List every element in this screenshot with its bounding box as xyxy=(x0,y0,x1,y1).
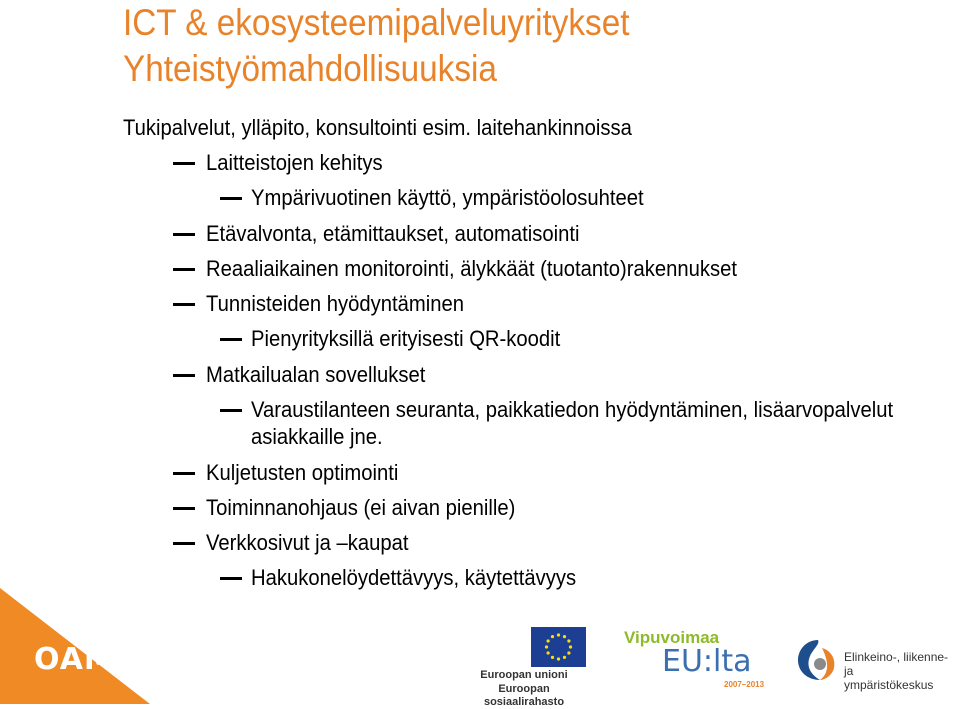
bullet-item: Kuljetusten optimointi xyxy=(0,460,960,486)
footer-logos xyxy=(0,580,960,708)
ely-line-1: Elinkeino-, liikenne- ja xyxy=(844,650,949,678)
bullet-item: Pienyrityksillä erityisesti QR-koodit xyxy=(0,326,960,352)
bullet-item: Matkailualan sovellukset xyxy=(0,362,960,388)
bullet-item: Laitteistojen kehitys xyxy=(0,150,960,176)
bullet-item: Reaaliaikainen monitorointi, älykkäät (tuotanto)rakennukset xyxy=(0,256,960,282)
dash-icon xyxy=(220,409,242,412)
ely-logo-icon xyxy=(796,638,840,682)
eulta-years: 2007–2013 xyxy=(724,680,765,689)
dash-icon xyxy=(173,162,195,165)
bullet-item: Etävalvonta, etämittaukset, automatisointi xyxy=(0,221,960,247)
eulta-logo: EU:lta xyxy=(662,644,752,679)
title-line-2: Yhteistyömahdollisuuksia xyxy=(123,48,497,89)
oamk-logo: OAMK xyxy=(34,642,140,677)
ely-line-2: ympäristökeskus xyxy=(844,678,934,692)
dash-icon xyxy=(173,374,195,377)
bullet-item: Verkkosivut ja –kaupat xyxy=(0,530,960,556)
dash-icon xyxy=(173,233,195,236)
dash-icon xyxy=(173,542,195,545)
eu-caption-2: Euroopan sosiaalirahasto xyxy=(483,683,565,708)
dash-icon xyxy=(173,472,195,475)
eu-flag-icon xyxy=(531,627,586,667)
dash-icon xyxy=(173,303,195,306)
bullet-item: Hakukonelöydettävyys, käytettävyys xyxy=(0,565,960,591)
ely-text xyxy=(844,650,960,692)
dash-icon xyxy=(173,507,195,510)
bullet-item: Varaustilanteen seuranta, paikkatiedon hyödyntäminen, lisäarvopalvelut xyxy=(0,397,960,423)
dash-icon xyxy=(220,197,242,200)
dash-icon xyxy=(173,268,195,271)
bullet-item: Toiminnanohjaus (ei aivan pienille) xyxy=(0,495,960,521)
bullet-item: Tukipalvelut, ylläpito, konsultointi esim. laitehankinnoissa xyxy=(123,115,632,140)
vipuvoimaa-label: Vipuvoimaa xyxy=(624,628,720,647)
dash-icon xyxy=(220,338,242,341)
bullet-item: Ympärivuotinen käyttö, ympäristöolosuhteet xyxy=(0,185,960,211)
bullet-item: Tunnisteiden hyödyntäminen xyxy=(0,291,960,317)
eu-caption-1: Euroopan unioni xyxy=(480,669,568,681)
bullet-item-continuation: asiakkaille jne. xyxy=(251,424,383,449)
title-line-1: ICT & ekosysteemipalveluyritykset xyxy=(123,2,630,43)
